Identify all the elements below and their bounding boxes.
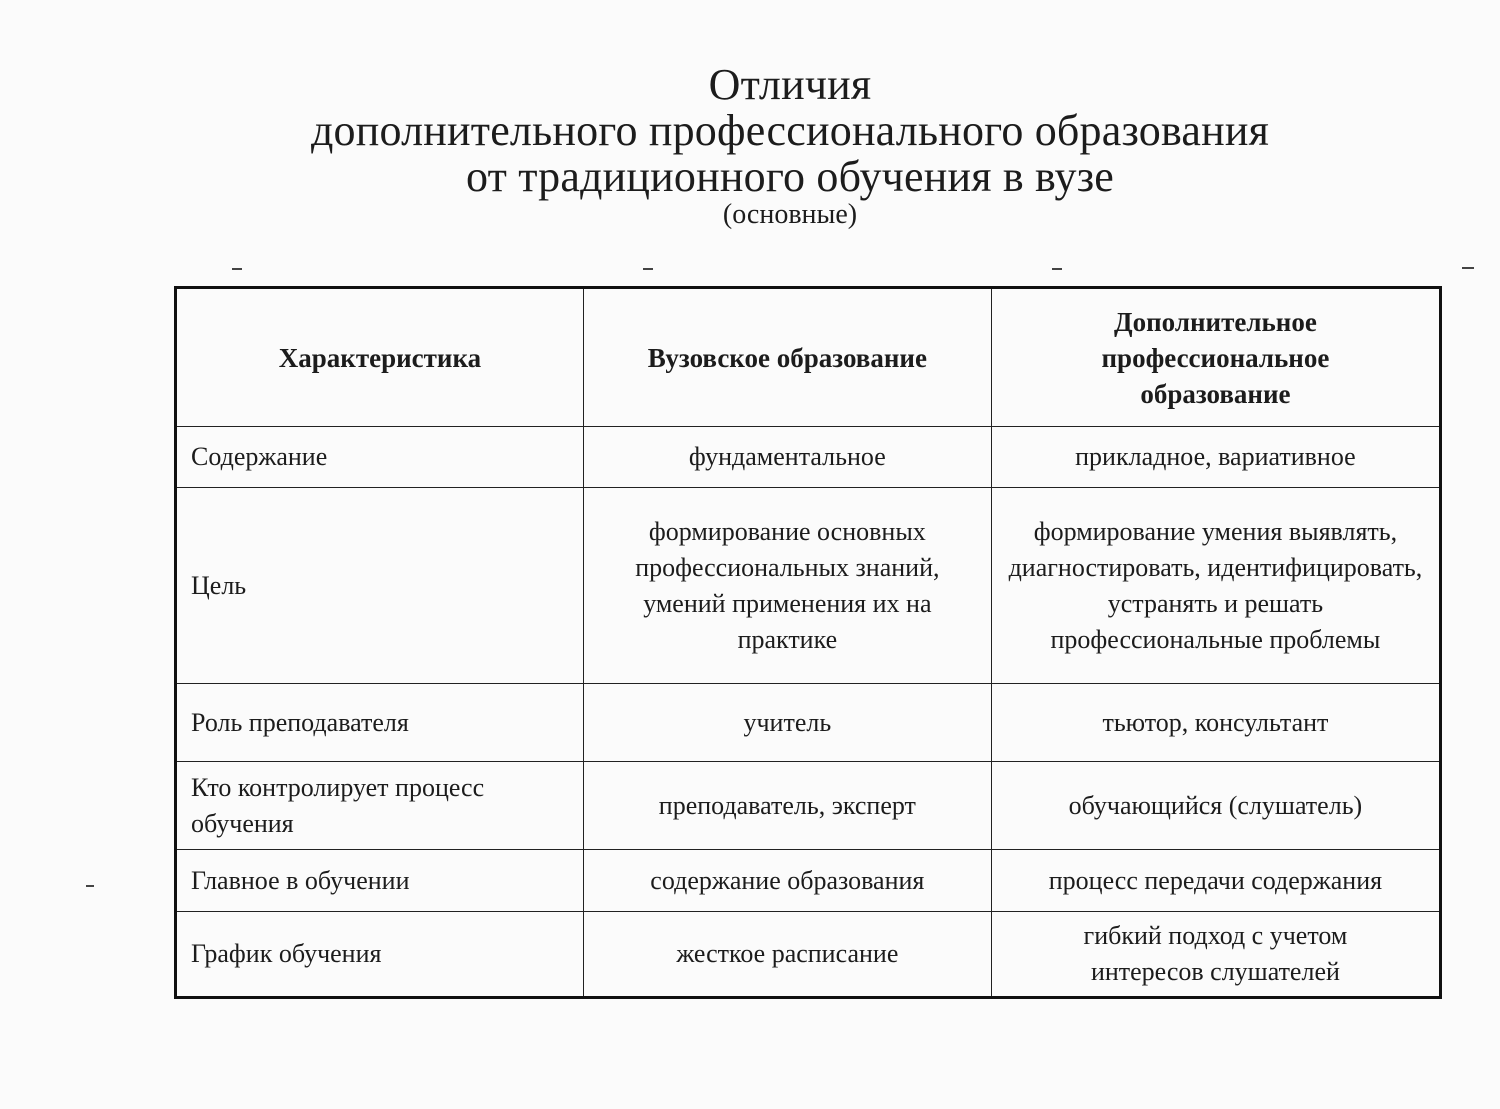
cell-university: преподаватель, эксперт — [583, 762, 991, 850]
table-row — [176, 762, 1441, 850]
table-row — [176, 427, 1441, 488]
cell-additional: тьютор, консультант — [991, 684, 1440, 762]
cell-university: учитель — [583, 684, 991, 762]
cell-university: содержание образования — [583, 850, 991, 912]
scan-speck — [1462, 267, 1474, 269]
cell-university: фундаментальное — [583, 427, 991, 488]
cell-characteristic: График обучения — [176, 912, 584, 998]
cell-characteristic: Содержание — [176, 427, 584, 488]
scan-speck — [86, 885, 94, 887]
page-title-block — [0, 62, 1500, 230]
cell-additional: формирование умения выявлять, диагностировать, идентифицировать, устранять и решать профессиональные проблемы — [991, 488, 1440, 684]
table-row — [176, 488, 1441, 684]
cell-additional: обучающийся (слушатель) — [991, 762, 1440, 850]
cell-characteristic: Роль преподавателя — [176, 684, 584, 762]
page-title-line-3: от традиционного обучения в вузе — [465, 152, 1115, 201]
cell-additional: прикладное, вариативное — [991, 427, 1440, 488]
page-title-line-1: Отличия — [708, 60, 872, 109]
column-header-additional: Дополнительное профессиональное образование — [991, 288, 1440, 427]
scan-speck — [1052, 268, 1062, 270]
table-row — [176, 684, 1441, 762]
cell-additional: гибкий подход с учетом интересов слушателей — [991, 912, 1440, 998]
table-header-row — [176, 288, 1441, 427]
page-subtitle: (основные) — [722, 199, 858, 230]
comparison-table — [174, 286, 1442, 999]
column-header-characteristic: Характеристика — [176, 288, 584, 427]
scan-speck — [232, 268, 242, 270]
page-title-line-2: дополнительного профессионального образования — [310, 106, 1270, 155]
cell-characteristic: Цель — [176, 488, 584, 684]
cell-university: формирование основных профессиональных знаний, умений применения их на практике — [583, 488, 991, 684]
table-row — [176, 850, 1441, 912]
cell-characteristic: Кто контролирует процесс обучения — [176, 762, 584, 850]
column-header-university: Вузовское образование — [583, 288, 991, 427]
cell-characteristic: Главное в обучении — [176, 850, 584, 912]
cell-additional: процесс передачи содержания — [991, 850, 1440, 912]
table-row — [176, 912, 1441, 998]
cell-university: жесткое расписание — [583, 912, 991, 998]
scan-speck — [643, 268, 653, 270]
